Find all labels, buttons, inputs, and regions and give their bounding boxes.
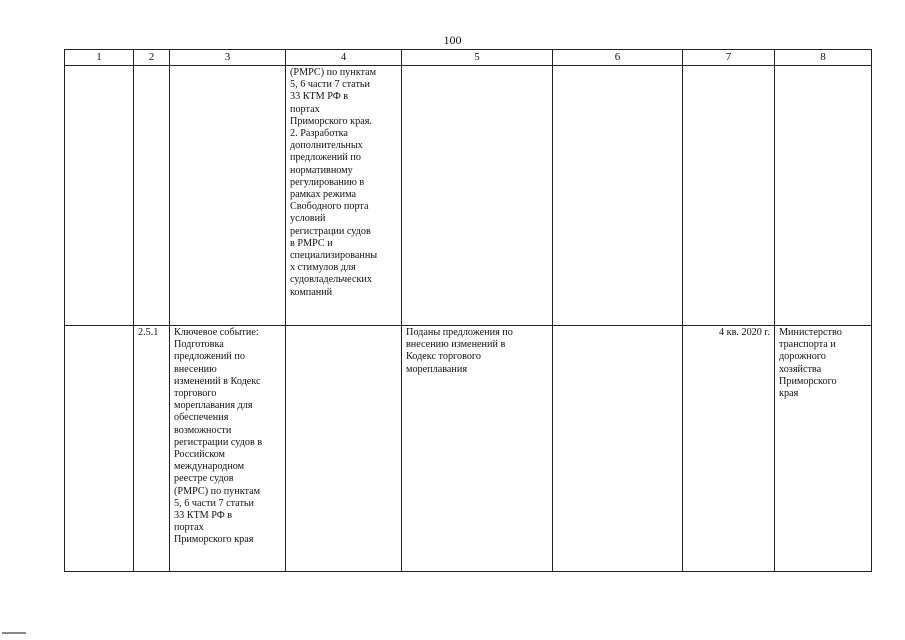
column-header-5: 5 <box>402 50 553 66</box>
cell-deadline: 4 кв. 2020 г. <box>683 326 775 572</box>
column-header-3: 3 <box>170 50 286 66</box>
cell-col-1 <box>65 66 134 326</box>
cell-col-2 <box>134 66 170 326</box>
column-header-2: 2 <box>134 50 170 66</box>
column-header-7: 7 <box>683 50 775 66</box>
cell-event-description: Ключевое событие: Подготовка предложений по внесению изменений в Кодекс торгового мореплавания для обеспечения возможности регистрации судов в Российском международном реестре судов (РМРС) по пунктам 5, 6 части 7 статьи 33 КТМ РФ в портах Приморского края <box>170 326 286 572</box>
cell-result: Поданы предложения по внесению изменений в Кодекс торгового мореплавания <box>402 326 553 572</box>
document-table <box>64 49 872 572</box>
cell-col-5 <box>402 66 553 326</box>
cell-col-8 <box>775 66 872 326</box>
column-header-8: 8 <box>775 50 872 66</box>
cell-col-4 <box>286 326 402 572</box>
page-number: 100 <box>443 33 462 47</box>
table-row <box>65 326 872 572</box>
cell-col-3 <box>170 66 286 326</box>
column-header-4: 4 <box>286 50 402 66</box>
scan-artifact-mark <box>2 632 26 634</box>
cell-col-4: (РМРС) по пунктам 5, 6 части 7 статьи 33 КТМ РФ в портах Приморского края. 2. Разработка дополнительных предложений по нормативному регулированию в рамках режима Свободного порта условий регистрации судов в РМРС и специализированны х стимулов для судовладельческих компаний <box>286 66 402 326</box>
cell-col-1 <box>65 326 134 572</box>
column-header-6: 6 <box>553 50 683 66</box>
cell-col-6 <box>553 326 683 572</box>
cell-col-6 <box>553 66 683 326</box>
table-row <box>65 66 872 326</box>
table-header-row <box>65 50 872 66</box>
cell-index: 2.5.1 <box>134 326 170 572</box>
cell-col-7 <box>683 66 775 326</box>
cell-responsible: Министерство транспорта и дорожного хозяйства Приморского края <box>775 326 872 572</box>
column-header-1: 1 <box>65 50 134 66</box>
